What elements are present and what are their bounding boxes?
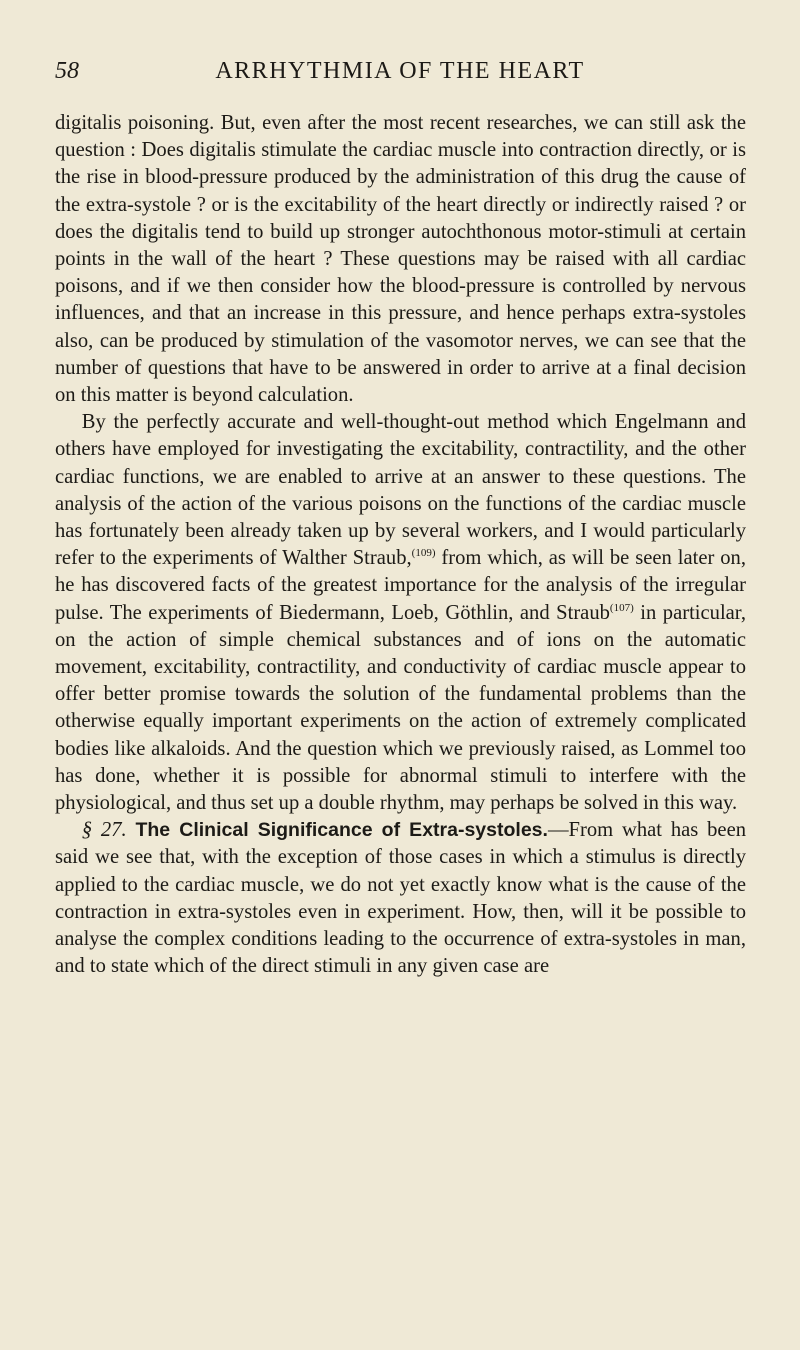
paragraph-text: By the perfectly accurate and well-thought-out method which Engelmann and others have employed for investigating the excitability, contractility, and the other cardiac functions, we are enabled to arrive at an answer to these questions. The analysis of the action of the various poisons on the functions of the cardiac muscle has fortunately been already taken up by several workers, and I would particularly refer to the experiments of Walther Straub,: [55, 411, 746, 570]
running-head: ARRHYTHMIA OF THE HEART: [215, 58, 585, 84]
section-number: § 27.: [81, 819, 127, 842]
reference-marker: (109): [411, 547, 436, 560]
paragraph: [55, 409, 746, 817]
page-number: 58: [55, 58, 79, 84]
section-paragraph: [55, 817, 746, 980]
paragraph-text: digitalis poisoning. But, even after the most recent researches, we can still ask the question : Does digitalis stimulate the cardiac muscle into contraction directly, or is the rise in blood-pressure produced by the administration of this drug the cause of the extra-systole ? or is the excitability of the heart directly or indirectly raised ? or does the digitalis tend to build up stronger autochthonous motor-stimuli at certain points in the wall of the heart ? These questions may be raised with all cardiac poisons, and if we then consider how the blood-pressure is controlled by nervous influences, and that an increase in this pressure, and hence perhaps extra-systoles also, can be produced by stimulation of the vasomotor nerves, we can see that the number of questions that have to be answered in order to arrive at a final decision on this matter is beyond calculation.: [55, 112, 746, 407]
reference-marker: (107): [609, 601, 634, 614]
page-header: [55, 58, 745, 92]
paragraph-text: —From what has been said we see that, with the exception of those cases in which a stimulus is directly applied to the cardiac muscle, we do not yet exactly know what is the cause of the contraction in extra-systoles even in experiment. How, then, will it be possible to analyse the complex conditions leading to the occurrence of extra-systoles in man, and to state which of the direct stimuli in any given case are: [55, 819, 747, 978]
paragraph: [55, 110, 746, 409]
section-title: The Clinical Significance of Extra-systoles.: [135, 819, 548, 842]
paragraph-text: in particular, on the action of simple chemical substances and of ions on the automatic movement, excitability, contractility, and conductivity of cardiac muscle appear to offer better promise towards the solution of the fundamental problems than the otherwise equally important experiments on the action of extremely complicated bodies like alkaloids. And the question which we previously raised, as Lommel too has done, whether it is possible for abnormal stimuli to interfere with the physiological, and thus set up a double rhythm, may perhaps be solved in this way.: [55, 601, 746, 815]
paragraph-text: from which, as will be seen later on, he has discovered facts of the greatest importance for the analysis of the irregular pulse. The experiments of Biedermann, Loeb, Göthlin, and Straub: [55, 547, 747, 624]
body-text: [55, 110, 746, 981]
